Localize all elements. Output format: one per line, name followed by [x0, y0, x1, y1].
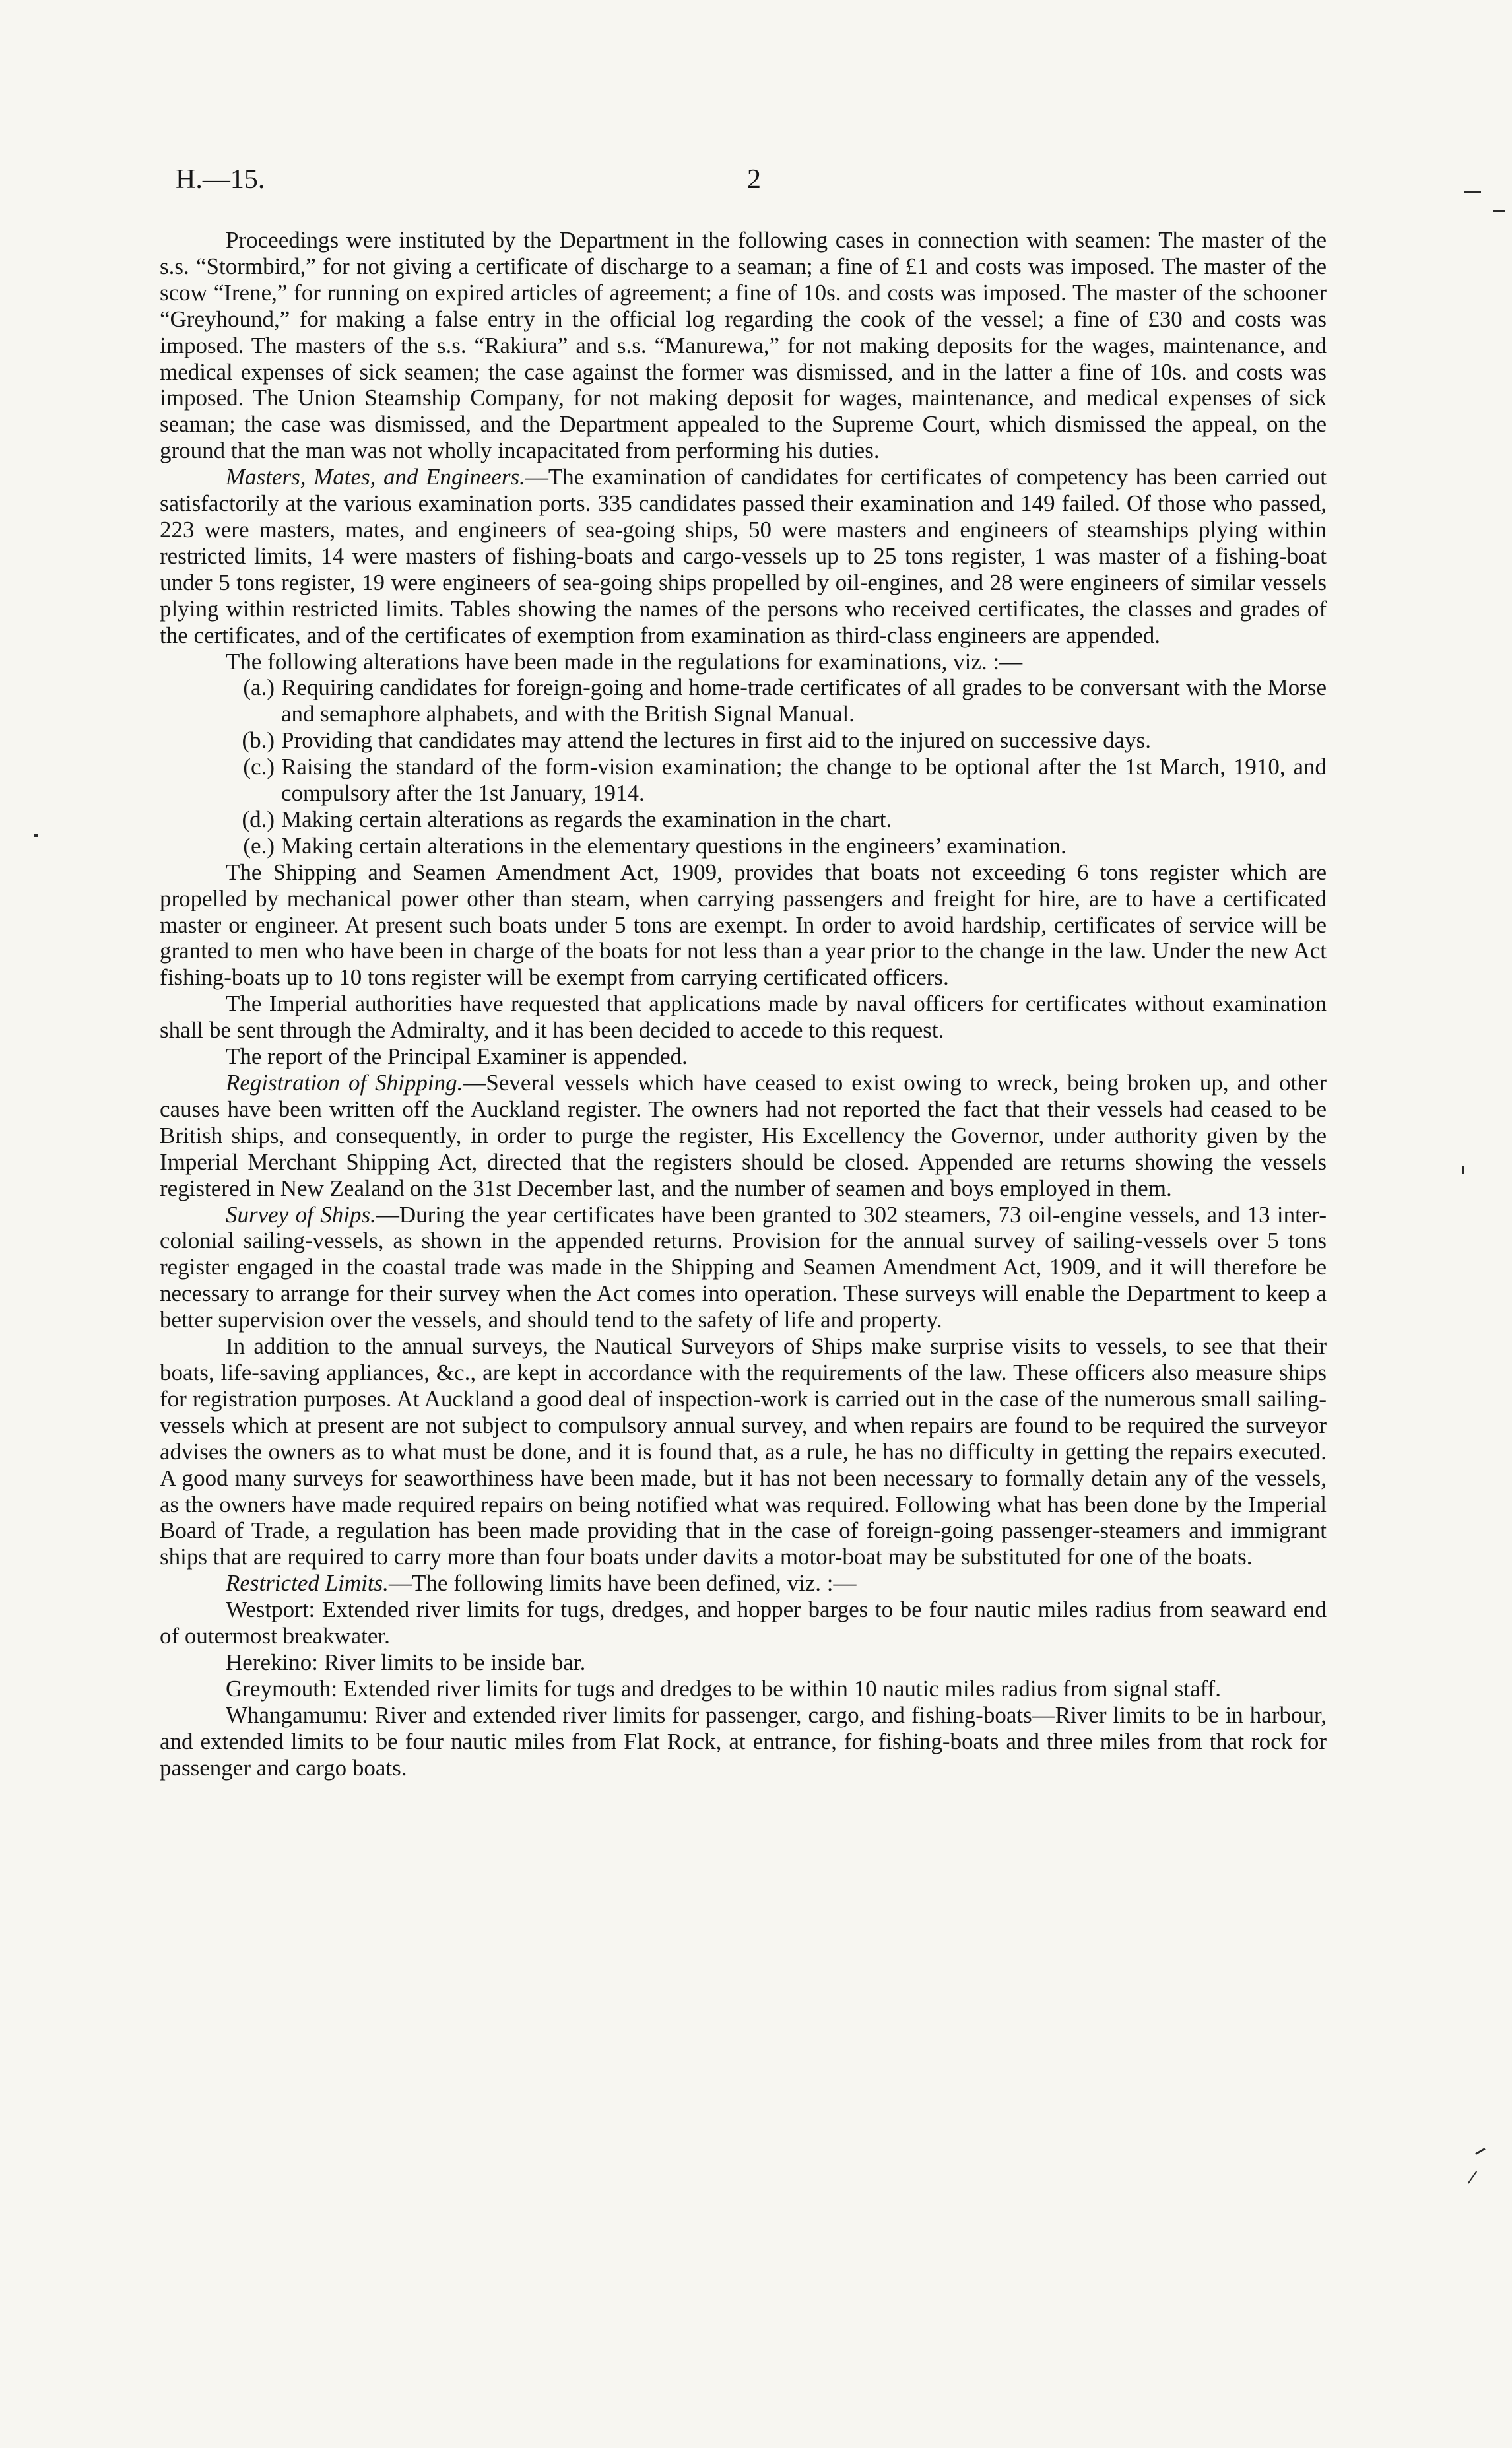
list-item-text: Raising the standard of the form-vision examination; the change to be optional after the 1st March, 1910, and compulsory after the 1st January, 1914. [281, 754, 1327, 807]
paragraph-text: In addition to the annual surveys, the Nautical Surveyors of Ships make surprise visits to vessels, to see that their boats, life-saving appliances, &c., are kept in accordance with the requirements of the law. These officers also measure ships for registration purposes. At Auckland a good deal of inspection-work is carried out in the case of the numerous small sailing-vessels which at present are not subject to compulsory annual survey, and when repairs are found to be required the surveyor advises the owners as to what must be done, and it is found that, as a rule, he has no difficulty in getting the repairs executed. A good many surveys for seaworthiness have been made, but it has not been necessary to formally detain any of the vessels, as the owners have made required repairs on being notified what was required. Following what has been done by the Imperial Board of Trade, a regulation has been made providing that in the case of foreign-going passenger-steamers and immigrant ships that are required to carry more than four boats under davits a motor-boat may be substituted for one of the boats. [160, 1333, 1327, 1570]
paragraph-greymouth [160, 1676, 1327, 1702]
paragraph-text: —Several vessels which have ceased to exist owing to wreck, being broken up, and other causes have been written off the Auckland register. The owners had not reported the fact that their vessels had ceased to be British ships, and consequently, in order to purge the register, His Excellency the Governor, under authority given by the Imperial Merchant Shipping Act, directed that the registers should be closed. Appended are returns showing the vessels registered in New Zealand on the 31st December last, and the number of seamen and boys employed in them. [160, 1070, 1327, 1201]
paragraph-whangamumu [160, 1702, 1327, 1781]
paragraph-text: The following alterations have been made in the regulations for examinations, viz. :— [226, 648, 1023, 675]
paragraph-text: The Imperial authorities have requested that applications made by naval officers for certificates without examination shall be sent through the Admiralty, and it has been decided to accede to this request. [160, 991, 1327, 1043]
paragraph-text: The report of the Principal Examiner is appended. [226, 1043, 688, 1070]
paragraph-text: Westport: Extended river limits for tugs, dredges, and hopper barges to be four nautic miles radius from seaward end of outermost breakwater. [160, 1597, 1327, 1649]
paragraph-text: Greymouth: Extended river limits for tugs and dredges to be within 10 nautic miles radius from signal staff. [226, 1675, 1221, 1702]
paragraph-restricted-limits [160, 1570, 1327, 1597]
section-lead: Survey of Ships. [226, 1201, 376, 1228]
scan-speck [1462, 1166, 1464, 1174]
list-item [160, 754, 1327, 807]
list-marker: (d.) [242, 806, 275, 832]
paragraph-prosecutions [160, 227, 1327, 464]
list-item [160, 833, 1327, 859]
list-marker: (a.) [243, 675, 275, 701]
scan-speck [1493, 210, 1505, 212]
page-number: 2 [747, 164, 761, 195]
list-item-text: Making certain alterations as regards the examination in the chart. [281, 806, 892, 832]
paragraph-examiner-report [160, 1043, 1327, 1070]
paragraph-text: The Shipping and Seamen Amendment Act, 1909, provides that boats not exceeding 6 tons register which are propelled by mechanical power other than steam, when carrying passengers and freight for hire, are to have a certificated master or engineer. At present such boats under 5 tons are exempt. In order to avoid hardship, certificates of service will be granted to men who have been in charge of the boats for not less than a year prior to the change in the law. Under the new Act fishing-boats up to 10 tons register will be exempt from carrying certificated officers. [160, 859, 1327, 991]
list-marker: (e.) [243, 832, 275, 859]
paragraph-survey-of-ships [160, 1202, 1327, 1334]
paragraph-herekino [160, 1649, 1327, 1676]
paragraph-masters-mates-engineers [160, 464, 1327, 648]
list-item [160, 675, 1327, 727]
paragraph-text: —During the year certificates have been granted to 302 steamers, 73 oil-engine vessels, and 13 inter-colonial sailing-vessels, as shown in the appended returns. Provision for the annual survey of sailing-vessels over 5 tons register engaged in the coastal trade was made in the Shipping and Seamen Amendment Act, 1909, and it will therefore be necessary to arrange for their survey when the Act comes into operation. These surveys will enable the Department to keep a better supervision over the vessels, and should tend to the safety of life and property. [160, 1201, 1327, 1333]
paragraph-amendment-act [160, 859, 1327, 991]
list-item-text: Making certain alterations in the elementary questions in the engineers’ examination. [281, 832, 1067, 859]
paragraph-surprise-visits [160, 1333, 1327, 1570]
section-lead: Registration of Shipping. [226, 1070, 463, 1096]
section-lead: Restricted Limits. [226, 1570, 389, 1597]
scan-speck [1464, 191, 1481, 193]
paragraph-registration-of-shipping [160, 1070, 1327, 1202]
paragraph-imperial-authorities [160, 991, 1327, 1043]
list-item-text: Requiring candidates for foreign-going and home-trade certificates of all grades to be conversant with the Morse and semaphore alphabets, and with the British Signal Manual. [281, 675, 1327, 727]
paragraph-text: —The examination of candidates for certificates of competency has been carried out satisfactorily at the various examination ports. 335 candidates passed their examination and 149 failed. Of those who passed, 223 were masters, mates, and engineers of sea-going ships, 50 were masters and engineers of steamships plying within restricted limits, 14 were masters of fishing-boats and cargo-vessels up to 25 tons register, 1 was master of a fishing-boat under 5 tons register, 19 were engineers of sea-going ships propelled by oil-engines, and 28 were engineers of similar vessels plying within restricted limits. Tables showing the names of the persons who received certificates, the classes and grades of the certificates, and of the certificates of exemption from examination as third-class engineers are appended. [160, 464, 1327, 648]
paragraph-text: —The following limits have been defined, viz. :— [388, 1570, 857, 1597]
list-item-text: Providing that candidates may attend the lectures in first aid to the injured on successive days. [281, 727, 1151, 754]
paragraph-alterations-intro [160, 649, 1327, 675]
alterations-list [160, 675, 1327, 859]
list-item [160, 727, 1327, 754]
page-header [176, 157, 1322, 210]
paragraph-text: Herekino: River limits to be inside bar. [226, 1649, 586, 1675]
paragraph-westport [160, 1597, 1327, 1649]
scan-speck [1468, 2171, 1477, 2183]
scan-speck [1475, 2148, 1485, 2155]
document-body [160, 227, 1327, 1781]
section-lead: Masters, Mates, and Engineers. [226, 464, 525, 490]
scan-speck [34, 834, 38, 837]
list-marker: (b.) [242, 727, 275, 754]
paragraph-text: Whangamumu: River and extended river limits for passenger, cargo, and fishing-boats—River limits to be in harbour, and extended limits to be four nautic miles from Flat Rock, at entrance, for fishing-boats and three miles from that rock for passenger and cargo boats. [160, 1702, 1327, 1781]
list-marker: (c.) [243, 754, 275, 780]
paragraph-text: Proceedings were instituted by the Department in the following cases in connection with seamen: The master of the s.s. “Stormbird,” for not giving a certificate of discharge to a seaman; a fine of £1 and costs was imposed. The master of the scow “Irene,” for running on expired articles of agreement; a fine of 10s. and costs was imposed. The master of the schooner “Greyhound,” for making a false entry in the official log regarding the cook of the vessel; a fine of £30 and costs was imposed. The masters of the s.s. “Rakiura” and s.s. “Manurewa,” for not making deposits for the wages, maintenance, and medical expenses of sick seamen; the case against the former was dismissed, and in the latter a fine of 10s. and costs was imposed. The Union Steamship Company, for not making deposit for wages, maintenance, and medical expenses of sick seaman; the case was dismissed, and the Department appealed to the Supreme Court, which dismissed the appeal, on the ground that the man was not wholly incapacitated from performing his duties. [160, 227, 1327, 464]
document-reference: H.—15. [176, 164, 265, 195]
list-item [160, 807, 1327, 833]
